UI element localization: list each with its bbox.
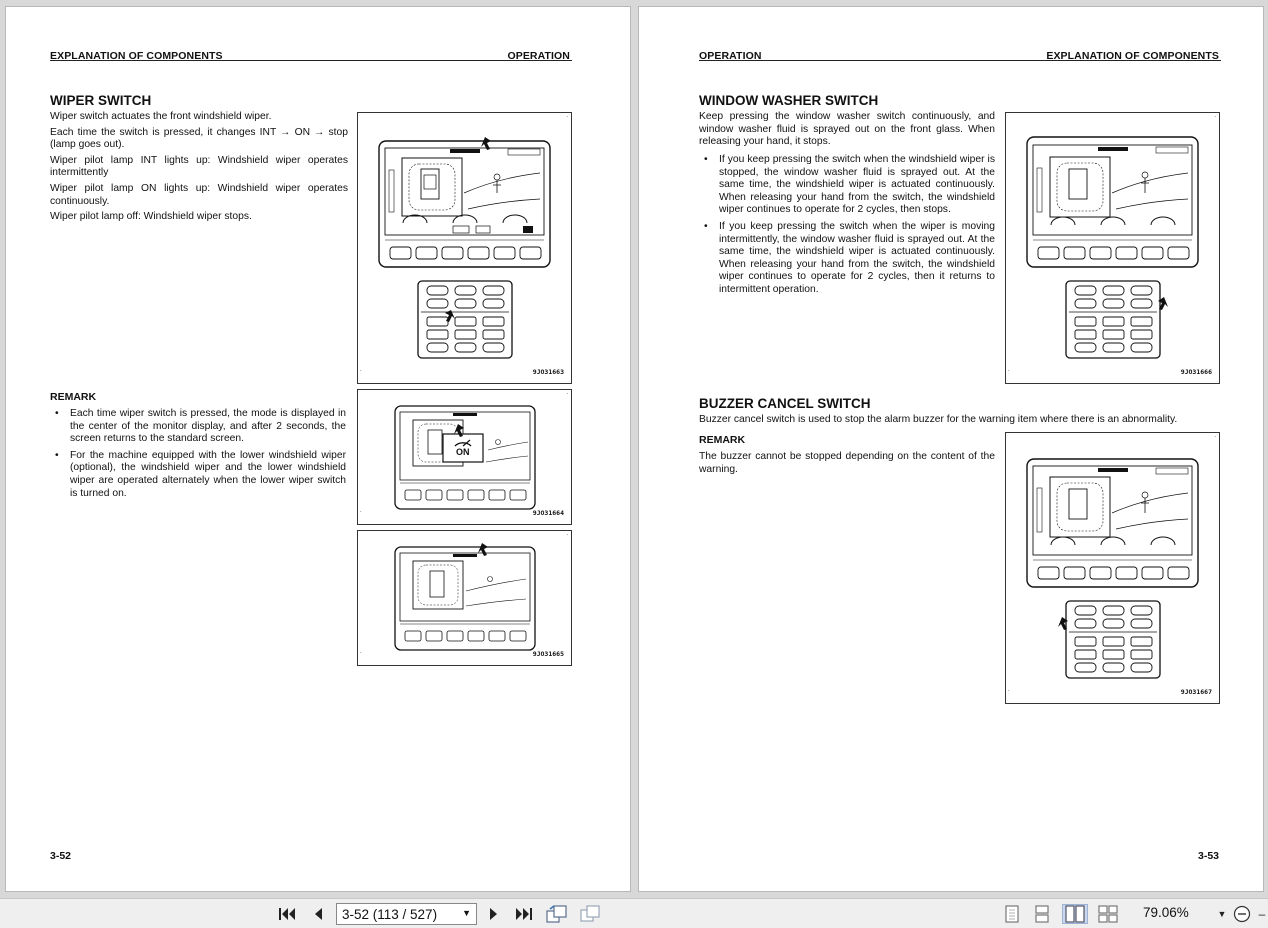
monitor-panel-illustration: [1006, 113, 1221, 385]
zoom-in-icon[interactable]: –: [1258, 907, 1266, 921]
continuous-page-icon[interactable]: [1031, 904, 1053, 924]
paragraph: Wiper pilot lamp ON lights up: Windshield wiper operates continuously.: [50, 182, 348, 207]
header-rule: [50, 60, 572, 61]
list-item: • If you keep pressing the switch when the windshield wiper is stopped, the window washer fluid is sprayed out. At the same time, the windshield wiper is actuated continuously. When releasing your hand from the switch, the windshield wiper continues to operate for 2 cycles, then stops.: [704, 154, 995, 216]
figure-buzzer-cancel-location: [1005, 432, 1220, 704]
next-page-icon[interactable]: [484, 904, 504, 924]
first-page-icon[interactable]: [276, 904, 298, 924]
remark-list: [50, 408, 346, 504]
page-number: 3-53: [1197, 850, 1219, 862]
running-header-left: OPERATION: [699, 50, 762, 62]
single-page-icon[interactable]: [578, 904, 602, 924]
figure-wiper-standard-display: [357, 530, 572, 666]
page-3-53: [638, 6, 1264, 892]
figure-code: 9JO31666: [1180, 368, 1212, 376]
list-item: • For the machine equipped with the lower windshield wiper (optional), the windshield wiper and the lower windshield wiper are operated alternately when the lower wiper switch is turned on.: [55, 449, 346, 499]
viewer-toolbar: [0, 898, 1268, 928]
corner-mark: .: [566, 113, 568, 119]
corner-mark: .: [1008, 687, 1010, 693]
monitor-panel-illustration: [1006, 433, 1221, 705]
section-title-buzzer-cancel: BUZZER CANCEL SWITCH: [699, 396, 871, 411]
corner-mark: .: [1214, 433, 1216, 439]
continuous-scroll-icon[interactable]: [545, 904, 569, 924]
monitor-standard-illustration: [358, 531, 573, 667]
paragraph: Wiper switch actuates the front windshield wiper.: [50, 111, 272, 122]
figure-code: 9JO31667: [1180, 688, 1212, 696]
zoom-level[interactable]: 79.06%: [1143, 905, 1189, 920]
section-title-wiper-switch: WIPER SWITCH: [50, 93, 152, 108]
corner-mark: .: [566, 390, 568, 396]
single-page-view-icon[interactable]: [1001, 904, 1023, 924]
corner-mark: .: [360, 508, 362, 514]
figure-washer-switch-location: [1005, 112, 1220, 384]
two-page-icon[interactable]: [1062, 904, 1088, 924]
two-page-continuous-icon[interactable]: [1096, 904, 1120, 924]
last-page-icon[interactable]: [513, 904, 535, 924]
page-number-input[interactable]: [336, 903, 477, 925]
figure-wiper-switch-location: [357, 112, 572, 384]
page-number: 3-52: [50, 850, 72, 862]
remark-heading: REMARK: [50, 391, 97, 403]
paragraph: Wiper pilot lamp off: Windshield wiper stops.: [50, 211, 252, 223]
buzzer-remark: The buzzer cannot be stopped depending on the content of the warning.: [699, 451, 995, 475]
remark-heading: REMARK: [699, 434, 746, 446]
wiper-description: [50, 111, 348, 227]
figure-code: 9JO31664: [532, 509, 564, 517]
corner-mark: .: [566, 531, 568, 537]
zoom-dropdown-icon[interactable]: ▼: [1217, 909, 1227, 919]
running-header-left: EXPLANATION OF COMPONENTS: [50, 50, 223, 62]
list-item: • Each time wiper switch is pressed, the mode is displayed in the center of the monitor display, and after 2 seconds, the screen returns to the standard screen.: [55, 408, 346, 445]
prev-page-icon[interactable]: [308, 904, 328, 924]
monitor-on-popup-illustration: [358, 390, 573, 526]
corner-mark: .: [1214, 113, 1216, 119]
corner-mark: .: [360, 367, 362, 373]
header-rule: [699, 60, 1221, 61]
buzzer-intro: Buzzer cancel switch is used to stop the alarm buzzer for the warning item where there is an abnormality.: [699, 414, 1178, 425]
washer-list: [699, 154, 995, 301]
running-header-right: EXPLANATION OF COMPONENTS: [1046, 50, 1219, 62]
corner-mark: .: [360, 649, 362, 655]
page-3-52: [5, 6, 631, 892]
monitor-panel-illustration: [358, 113, 573, 385]
running-header-right: OPERATION: [507, 50, 570, 62]
figure-code: 9JO31665: [532, 650, 564, 658]
paragraph: Each time the switch is pressed, it changes INT → ON → stop (lamp goes out).: [50, 126, 348, 151]
figure-wiper-mode-display: [357, 389, 572, 525]
zoom-out-icon[interactable]: [1232, 904, 1252, 924]
section-title-window-washer: WINDOW WASHER SWITCH: [699, 93, 879, 108]
list-item: • If you keep pressing the switch when the wiper is moving intermittently, the window washer fluid is sprayed out. At the same time, the windshield wiper is actuated continuously. When releasing your hand from the switch, the windshield wiper continues to operate for 2 cycles, then it returns to intermittent operation.: [704, 220, 995, 295]
popup-on-label: ON: [456, 447, 470, 457]
figure-code: 9JO31663: [532, 368, 564, 376]
paragraph: Wiper pilot lamp INT lights up: Windshield wiper operates intermittently: [50, 154, 348, 179]
washer-intro: Keep pressing the window washer switch continuously, and window washer fluid is sprayed out on the front glass. When releasing your hand, it stops.: [699, 111, 995, 148]
page-field-value: 3-52 (113 / 527): [342, 906, 438, 922]
corner-mark: .: [1008, 367, 1010, 373]
chevron-down-icon[interactable]: ▼: [462, 908, 471, 918]
